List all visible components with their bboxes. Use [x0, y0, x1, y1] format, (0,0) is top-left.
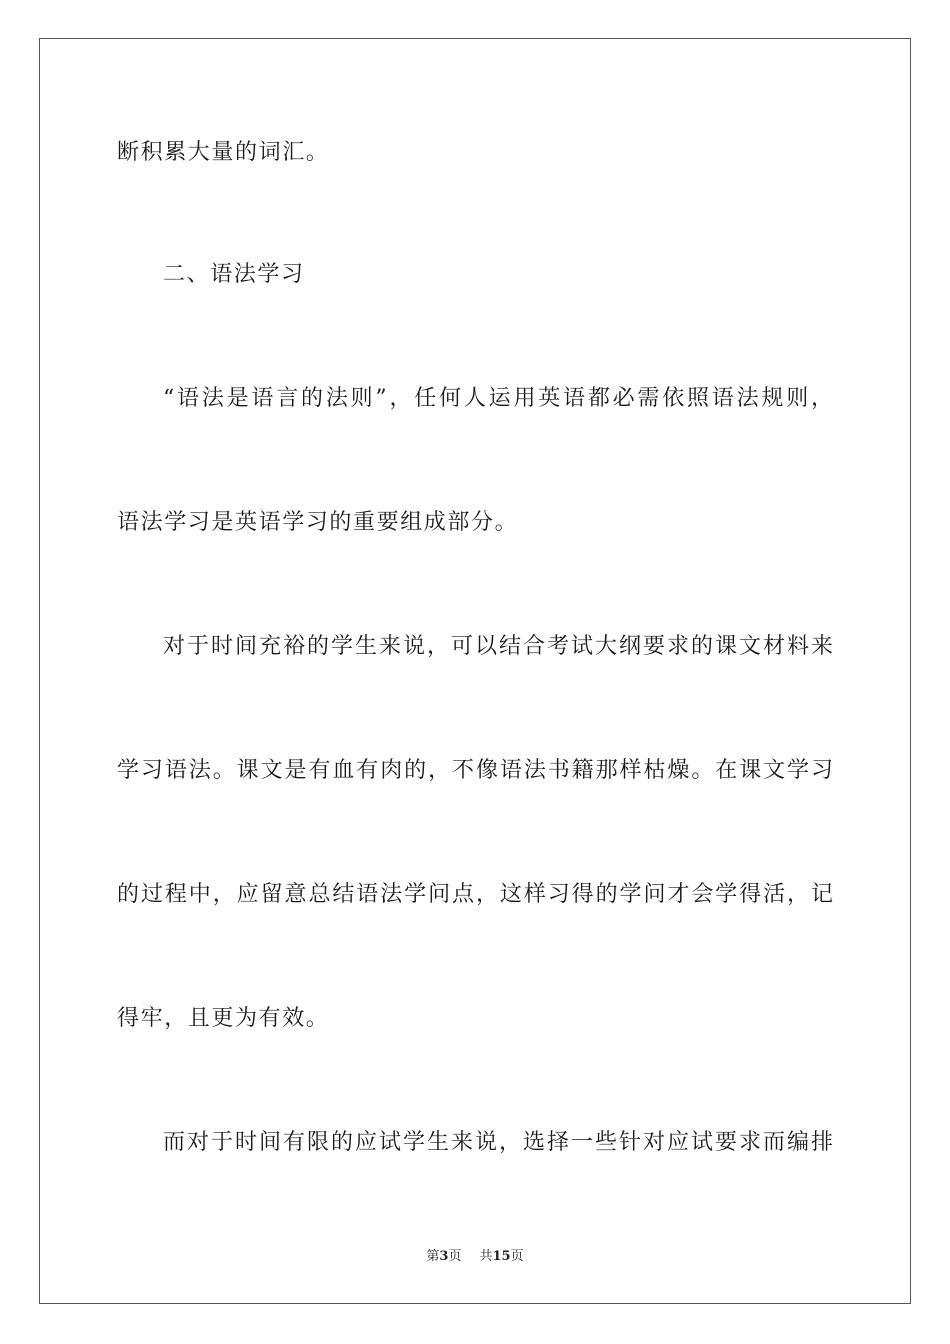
text-line-6: 学习语法。课文是有血有肉的，不像语法书籍那样枯燥。在课文学习 — [117, 758, 833, 783]
text-line-7: 的过程中，应留意总结语法学问点，这样习得的学问才会学得活，记 — [117, 882, 833, 907]
text-line-9: 而对于时间有限的应试学生来说，选择一些针对应试要求而编排 — [163, 1130, 833, 1155]
page-footer — [0, 1248, 950, 1266]
footer-page-number: 3 — [439, 1249, 449, 1264]
footer-total-suffix: 页 — [510, 1249, 524, 1264]
text-line-4: 语法学习是英语学习的重要组成部分。 — [117, 510, 519, 535]
footer-page-prefix: 第 — [426, 1249, 440, 1264]
footer-total-pages: 15 — [492, 1249, 511, 1264]
footer-total-prefix: 共 — [479, 1249, 493, 1264]
text-line-1: 断积累大量的词汇。 — [117, 140, 330, 165]
section-heading: 二、语法学习 — [163, 262, 305, 287]
page-border — [39, 38, 911, 1304]
text-line-8: 得牢，且更为有效。 — [117, 1006, 330, 1031]
footer-page-suffix: 页 — [448, 1249, 462, 1264]
text-line-5: 对于时间充裕的学生来说，可以结合考试大纲要求的课文材料来 — [163, 634, 833, 659]
text-line-3: “语法是语言的法则”，任何人运用英语都必需依照语法规则， — [163, 386, 833, 411]
